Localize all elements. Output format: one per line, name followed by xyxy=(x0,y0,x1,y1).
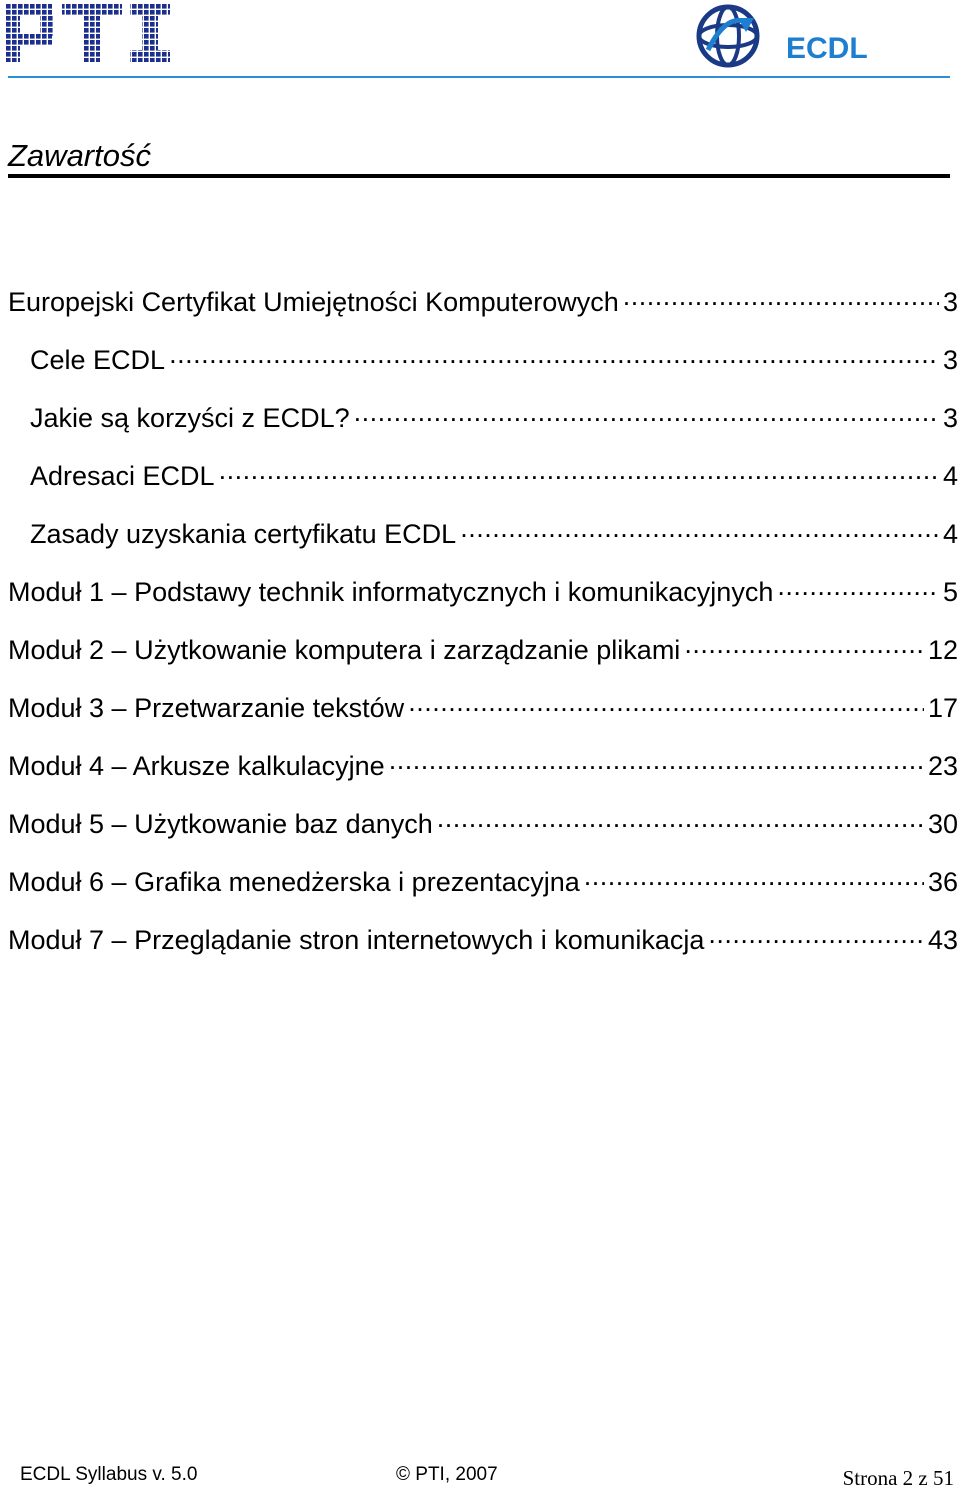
toc-entry-page: 30 xyxy=(927,809,958,839)
pti-logo xyxy=(6,4,172,62)
toc-entry-page: 4 xyxy=(942,461,958,491)
toc-leader xyxy=(169,339,939,369)
footer-document-version: ECDL Syllabus v. 5.0 xyxy=(20,1464,198,1485)
toc-leader xyxy=(623,281,939,311)
toc-entry-page: 3 xyxy=(942,345,958,375)
toc-entry-label: Moduł 1 – Podstawy technik informatycznych i komunikacyjnych xyxy=(8,577,774,607)
toc-leader xyxy=(777,571,939,601)
toc-entry[interactable] xyxy=(30,512,958,556)
ecdl-logo-text: ECDL xyxy=(786,32,868,65)
toc-entry-label: Moduł 2 – Użytkowanie komputera i zarządzanie plikami xyxy=(8,635,681,665)
toc-entry[interactable] xyxy=(30,454,958,498)
toc-entry-label: Cele ECDL xyxy=(30,345,166,375)
toc-entry-page: 3 xyxy=(942,403,958,433)
toc-entry-page: 4 xyxy=(942,519,958,549)
toc-entry-label: Moduł 4 – Arkusze kalkulacyjne xyxy=(8,751,385,781)
toc-entry-label: Moduł 5 – Użytkowanie baz danych xyxy=(8,809,433,839)
toc-entry-label: Jakie są korzyści z ECDL? xyxy=(30,403,350,433)
page-footer xyxy=(0,1463,960,1490)
toc-entry-page: 36 xyxy=(927,867,958,897)
toc-leader xyxy=(437,803,924,833)
toc-entry[interactable] xyxy=(30,338,958,382)
toc-leader xyxy=(219,455,939,485)
toc-entry[interactable] xyxy=(30,396,958,440)
globe-icon xyxy=(699,7,757,65)
toc-entry-page: 23 xyxy=(927,751,958,781)
toc-entry[interactable] xyxy=(8,744,958,788)
toc-entry-label: Zasady uzyskania certyfikatu ECDL xyxy=(30,519,457,549)
toc-leader xyxy=(408,687,924,717)
toc-entry-label: Europejski Certyfikat Umiejętności Komputerowych xyxy=(8,287,619,317)
toc-entry-page: 17 xyxy=(927,693,958,723)
toc-entry[interactable] xyxy=(8,686,958,730)
toc-entry[interactable] xyxy=(8,280,958,324)
toc-entry-page: 12 xyxy=(927,635,958,665)
header-rule xyxy=(8,76,950,78)
toc-entry[interactable] xyxy=(8,628,958,672)
toc-leader xyxy=(354,397,939,427)
toc-entry-page: 43 xyxy=(927,925,958,955)
footer-page-number: Strona 2 z 51 xyxy=(842,1466,954,1490)
ecdl-logo xyxy=(694,4,884,68)
toc-leader xyxy=(389,745,924,775)
footer-copyright: © PTI, 2007 xyxy=(396,1464,498,1485)
toc-entry[interactable] xyxy=(8,918,958,962)
toc-leader xyxy=(684,629,924,659)
toc-leader xyxy=(460,513,939,543)
toc-entry-page: 5 xyxy=(942,577,958,607)
toc-leader xyxy=(708,919,924,949)
toc-entry-label: Moduł 7 – Przeglądanie stron internetowych i komunikacja xyxy=(8,925,705,955)
toc-entry-label: Adresaci ECDL xyxy=(30,461,215,491)
page-title: Zawartość xyxy=(8,138,151,173)
toc-entry[interactable] xyxy=(8,570,958,614)
toc-entry-label: Moduł 3 – Przetwarzanie tekstów xyxy=(8,693,405,723)
toc-entry[interactable] xyxy=(8,860,958,904)
title-rule xyxy=(8,174,950,178)
toc-entry-label: Moduł 6 – Grafika menedżerska i prezentacyjna xyxy=(8,867,580,897)
toc-entry[interactable] xyxy=(8,802,958,846)
toc-leader xyxy=(584,861,924,891)
toc-entry-page: 3 xyxy=(942,287,958,317)
